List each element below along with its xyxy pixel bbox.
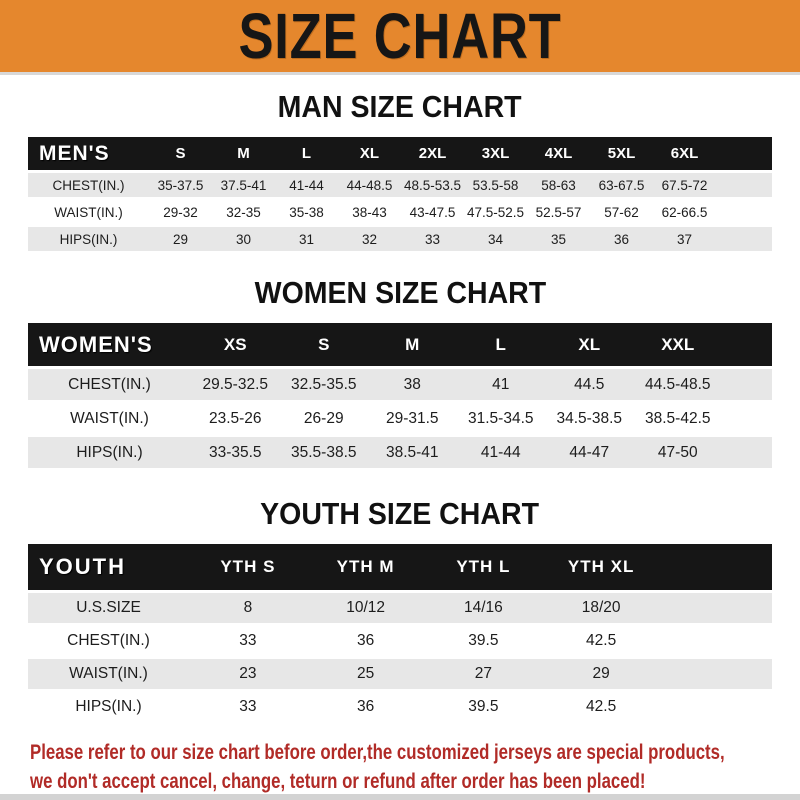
size-value: 44-48.5 bbox=[338, 172, 401, 199]
row-label: U.S.SIZE bbox=[28, 592, 189, 625]
column-header: 6XL bbox=[653, 137, 716, 172]
spacer-cell bbox=[716, 226, 772, 252]
bottom-edge-strip bbox=[0, 794, 800, 800]
column-header: S bbox=[149, 137, 212, 172]
size-value: 37 bbox=[653, 226, 716, 252]
column-header: L bbox=[275, 137, 338, 172]
size-value: 23 bbox=[189, 658, 307, 691]
table-group-label: YOUTH bbox=[28, 544, 189, 592]
table-row bbox=[28, 592, 772, 625]
size-value: 31.5-34.5 bbox=[457, 402, 546, 436]
youth-section bbox=[0, 497, 800, 722]
size-value: 18/20 bbox=[542, 592, 660, 625]
table-row bbox=[28, 436, 772, 469]
youth-section-heading: YOUTH SIZE CHART bbox=[260, 496, 540, 532]
size-value: 41 bbox=[457, 368, 546, 402]
size-value: 32.5-35.5 bbox=[280, 368, 369, 402]
column-header: YTH XL bbox=[542, 544, 660, 592]
size-value: 38.5-42.5 bbox=[634, 402, 723, 436]
column-header: 5XL bbox=[590, 137, 653, 172]
column-header: YTH M bbox=[307, 544, 425, 592]
spacer-cell bbox=[660, 592, 772, 625]
table-row bbox=[28, 368, 772, 402]
table-row bbox=[28, 172, 772, 199]
size-value: 38-43 bbox=[338, 199, 401, 226]
column-header: L bbox=[457, 323, 546, 368]
size-value: 41-44 bbox=[457, 436, 546, 469]
row-label: WAIST(IN.) bbox=[28, 402, 191, 436]
size-value: 39.5 bbox=[425, 691, 543, 723]
column-header: M bbox=[212, 137, 275, 172]
disclaimer-line-1: Please refer to our size chart before order,the customized jerseys are special products, bbox=[30, 741, 725, 765]
size-value: 10/12 bbox=[307, 592, 425, 625]
banner-title: SIZE CHART bbox=[238, 0, 562, 72]
table-header-row bbox=[28, 137, 772, 172]
size-value: 33 bbox=[189, 691, 307, 723]
disclaimer-line-2: we don't accept cancel, change, teturn or refund after order has been placed! bbox=[30, 770, 646, 794]
column-header: XL bbox=[545, 323, 634, 368]
column-header: YTH L bbox=[425, 544, 543, 592]
size-value: 27 bbox=[425, 658, 543, 691]
size-value: 44.5-48.5 bbox=[634, 368, 723, 402]
spacer-cell bbox=[716, 199, 772, 226]
size-value: 29 bbox=[542, 658, 660, 691]
spacer-cell bbox=[660, 658, 772, 691]
size-value: 33 bbox=[189, 625, 307, 658]
size-value: 29-31.5 bbox=[368, 402, 457, 436]
size-value: 33 bbox=[401, 226, 464, 252]
table-row bbox=[28, 199, 772, 226]
spacer-cell bbox=[660, 544, 772, 592]
men-section bbox=[0, 90, 800, 251]
column-header: 4XL bbox=[527, 137, 590, 172]
size-value: 14/16 bbox=[425, 592, 543, 625]
size-value: 8 bbox=[189, 592, 307, 625]
size-value: 43-47.5 bbox=[401, 199, 464, 226]
size-value: 47-50 bbox=[634, 436, 723, 469]
column-header: XS bbox=[191, 323, 280, 368]
size-value: 31 bbox=[275, 226, 338, 252]
table-header-row bbox=[28, 323, 772, 368]
table-row bbox=[28, 658, 772, 691]
table-header-row bbox=[28, 544, 772, 592]
size-value: 30 bbox=[212, 226, 275, 252]
size-chart-banner bbox=[0, 0, 800, 75]
size-value: 26-29 bbox=[280, 402, 369, 436]
size-value: 36 bbox=[307, 691, 425, 723]
disclaimer bbox=[30, 738, 800, 796]
column-header: 2XL bbox=[401, 137, 464, 172]
size-value: 52.5-57 bbox=[527, 199, 590, 226]
row-label: HIPS(IN.) bbox=[28, 436, 191, 469]
women-heading-row bbox=[0, 276, 800, 310]
row-label: CHEST(IN.) bbox=[28, 368, 191, 402]
spacer-cell bbox=[716, 172, 772, 199]
table-group-label: MEN'S bbox=[28, 137, 149, 172]
size-value: 62-66.5 bbox=[653, 199, 716, 226]
men-size-table bbox=[28, 137, 772, 251]
row-label: CHEST(IN.) bbox=[28, 172, 149, 199]
size-value: 29 bbox=[149, 226, 212, 252]
size-value: 41-44 bbox=[275, 172, 338, 199]
row-label: WAIST(IN.) bbox=[28, 658, 189, 691]
size-value: 23.5-26 bbox=[191, 402, 280, 436]
size-value: 38 bbox=[368, 368, 457, 402]
spacer-cell bbox=[716, 137, 772, 172]
table-row bbox=[28, 402, 772, 436]
size-value: 42.5 bbox=[542, 625, 660, 658]
size-value: 58-63 bbox=[527, 172, 590, 199]
spacer-cell bbox=[722, 436, 772, 469]
size-value: 35.5-38.5 bbox=[280, 436, 369, 469]
size-value: 44.5 bbox=[545, 368, 634, 402]
size-value: 32-35 bbox=[212, 199, 275, 226]
size-value: 37.5-41 bbox=[212, 172, 275, 199]
women-section bbox=[0, 276, 800, 468]
spacer-cell bbox=[660, 625, 772, 658]
men-heading-row bbox=[0, 90, 800, 124]
size-value: 57-62 bbox=[590, 199, 653, 226]
size-value: 38.5-41 bbox=[368, 436, 457, 469]
spacer-cell bbox=[660, 691, 772, 723]
size-value: 29.5-32.5 bbox=[191, 368, 280, 402]
size-value: 36 bbox=[590, 226, 653, 252]
size-value: 35-38 bbox=[275, 199, 338, 226]
size-value: 35-37.5 bbox=[149, 172, 212, 199]
size-value: 29-32 bbox=[149, 199, 212, 226]
row-label: HIPS(IN.) bbox=[28, 226, 149, 252]
table-group-label: WOMEN'S bbox=[28, 323, 191, 368]
size-value: 34.5-38.5 bbox=[545, 402, 634, 436]
women-section-heading: WOMEN SIZE CHART bbox=[254, 275, 546, 311]
spacer-cell bbox=[722, 368, 772, 402]
size-value: 32 bbox=[338, 226, 401, 252]
row-label: HIPS(IN.) bbox=[28, 691, 189, 723]
spacer-cell bbox=[722, 323, 772, 368]
table-row bbox=[28, 226, 772, 252]
men-section-heading: MAN SIZE CHART bbox=[277, 89, 523, 124]
size-value: 67.5-72 bbox=[653, 172, 716, 199]
spacer-cell bbox=[722, 402, 772, 436]
table-row bbox=[28, 625, 772, 658]
size-value: 47.5-52.5 bbox=[464, 199, 527, 226]
size-value: 36 bbox=[307, 625, 425, 658]
size-value: 33-35.5 bbox=[191, 436, 280, 469]
size-value: 63-67.5 bbox=[590, 172, 653, 199]
table-row bbox=[28, 691, 772, 723]
column-header: M bbox=[368, 323, 457, 368]
column-header: S bbox=[280, 323, 369, 368]
column-header: YTH S bbox=[189, 544, 307, 592]
size-value: 39.5 bbox=[425, 625, 543, 658]
column-header: XL bbox=[338, 137, 401, 172]
size-value: 44-47 bbox=[545, 436, 634, 469]
youth-size-table bbox=[28, 544, 772, 722]
size-value: 42.5 bbox=[542, 691, 660, 723]
size-value: 34 bbox=[464, 226, 527, 252]
size-value: 35 bbox=[527, 226, 590, 252]
column-header: 3XL bbox=[464, 137, 527, 172]
size-value: 25 bbox=[307, 658, 425, 691]
size-value: 53.5-58 bbox=[464, 172, 527, 199]
column-header: XXL bbox=[634, 323, 723, 368]
women-size-table bbox=[28, 323, 772, 468]
youth-heading-row bbox=[0, 497, 800, 531]
size-value: 48.5-53.5 bbox=[401, 172, 464, 199]
row-label: WAIST(IN.) bbox=[28, 199, 149, 226]
row-label: CHEST(IN.) bbox=[28, 625, 189, 658]
